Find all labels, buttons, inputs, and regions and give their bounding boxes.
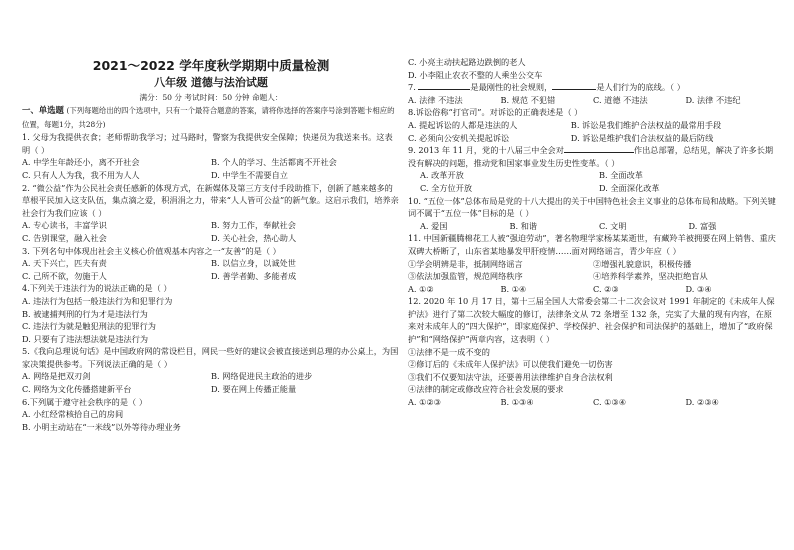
q10-stem: 10. “五位一体”总体布局是党的十八大提出的关于中国特色社会主义事业的总体布局和战略。下列关键词不属于“五位一体”目标的是（ ） bbox=[408, 195, 776, 219]
exam-title: 2021～2022 学年度秋学期期中质量检测 bbox=[92, 58, 330, 73]
q2-options-row1 bbox=[22, 219, 400, 232]
q3-option-a: A. 天下兴亡，匹夫有责 bbox=[22, 258, 107, 269]
q9-option-b: B. 全面改革 bbox=[599, 170, 643, 181]
q12-option-c: C. ①③④ bbox=[593, 397, 627, 408]
q10-options bbox=[408, 220, 778, 233]
q8-option-b: B. 诉讼是我们维护合法权益的最常用手段 bbox=[570, 119, 722, 130]
q8-option-c: C. 必须向公安机关提起诉讼 bbox=[408, 132, 510, 143]
q6-option-b: B. 小明主动站在“一米线”以外等待办理业务 bbox=[22, 421, 181, 432]
q5-option-b: B. 网络促进民主政治的进步 bbox=[211, 371, 313, 382]
q11-option-b: B. ①④ bbox=[500, 283, 527, 294]
q4-option-d: D. 只要有了违法想法就是违法行为 bbox=[22, 333, 149, 344]
q9-options-row1 bbox=[408, 169, 778, 182]
right-column bbox=[408, 0, 778, 550]
q11-stem: 11. 中国新疆腾棉花工人被“强迫劳动”，著名物理学家杨某某逝世，有藏羚羊被拥要在网上销售、重庆双碑大桥断了，山东省某地暴发甲肝疫情……面对网络谣言，青少年应（ ） bbox=[408, 233, 776, 256]
q2-stem: 2. “微公益”作为公民社会责任感新的体现方式，在新媒体及第三方支付手段助推下，创新了越来越多的草根平民加入这支队伍，集点滴之爱，积涓涓之力，带来“人人皆可公益”的新气象。这启示我们，培养亲社会行为我们应该（ ） bbox=[22, 182, 399, 218]
section-title: 一、单选题 bbox=[22, 105, 64, 115]
q7-option-a: A. 法律 不违法 bbox=[408, 94, 463, 105]
q8-options-row1 bbox=[408, 119, 778, 132]
section-note: (下列每题给出的四个选项中，只有一个最符合题意的答案，请将你选择的答案序号涂到答题卡相应的位置，每题1分，共28分) bbox=[22, 106, 395, 129]
q4-option-b: B. 被逮捕判刑的行为才是违法行为 bbox=[22, 308, 148, 319]
q11-options bbox=[408, 283, 778, 296]
q3-options-row1 bbox=[22, 257, 400, 270]
exam-subtitle: 八年级 道德与法治试题 bbox=[154, 76, 268, 89]
q11-item-1: ①学会明辨是非，抵制网络谣言 bbox=[408, 258, 523, 269]
q11-option-a: A. ①② bbox=[408, 283, 434, 294]
q2-option-d: D. 关心社会，热心助人 bbox=[211, 232, 297, 243]
q6-stem: 6.下列属于遵守社会秩序的是（ ） bbox=[22, 396, 148, 407]
q7-blank-2 bbox=[552, 89, 596, 90]
q7-text-1: 是最刚性的社会规则， bbox=[470, 82, 553, 93]
q12-item-2: ②修订后的《未成年人保护法》可以使我们避免一切伤害 bbox=[408, 359, 613, 370]
q7-blank-1 bbox=[418, 89, 470, 90]
q3-option-b: B. 以信立身，以诚处世 bbox=[211, 258, 296, 269]
q12-option-d: D. ②③④ bbox=[685, 397, 719, 408]
q12-stem: 12. 2020 年 10 月 17 日，第十三届全国人大常委会第二十二次会议对 1991 年制定的《未成年人保护法》进行了第二次较大幅度的修订，法律条文从 72 条增至 132 条，完实了大量的现有内容，在原来对未成年人的“四大保护”，即家庭保护、学校保护、社会保护和司法保护的基础上，增加了“政府保护”和“网络保护”两章内容，这表明（ ） bbox=[408, 296, 775, 345]
q12-item-4: ④法律的制定或修改应符合社会发展的要求 bbox=[408, 384, 564, 395]
q12-item-3: ③我们不仅要知法守法，还要善用法律维护自身合法权利 bbox=[408, 371, 613, 382]
q2-option-a: A. 专心读书，丰富学识 bbox=[22, 220, 107, 231]
q12-option-b: B. ①③④ bbox=[500, 397, 534, 408]
q2-options-row2 bbox=[22, 232, 400, 245]
q10-option-c: C. 文明 bbox=[599, 220, 627, 231]
q5-stem: 5.《我向总理说句话》是中国政府网的常设栏目，网民一些好的建议会被直接送到总理的办公桌上，为国家决策提供参考。下列说法正确的是（ ） bbox=[22, 346, 399, 369]
q1-stem: 1. 父母为我提供衣食；老师帮助我学习；过马路时，警察为我提供安全保障；快递员为我送来书。这表明（ ） bbox=[22, 132, 393, 155]
q5-option-c: C. 网络为文化传播搭建新平台 bbox=[22, 384, 132, 395]
q11-item-4: ④培养科学素养，坚决拒绝盲从 bbox=[593, 271, 708, 282]
q9-options-row2 bbox=[408, 182, 778, 195]
q12-option-a: A. ①②③ bbox=[408, 397, 442, 408]
q3-option-d: D. 善学者勤、多能者成 bbox=[211, 270, 297, 281]
q7-options bbox=[408, 94, 778, 107]
q1-option-d: D. 中学生不需要自立 bbox=[211, 169, 288, 180]
q3-stem: 3. 下列名句中体现出社会主义核心价值观基本内容之一“友善”的是（ ） bbox=[22, 245, 281, 256]
q1-options-row1 bbox=[22, 156, 400, 169]
q7-text-2: 是人们行为的底线。（ ） bbox=[596, 82, 685, 93]
q1-option-b: B. 个人的学习、生活都离不开社会 bbox=[211, 157, 337, 168]
q5-option-d: D. 要在网上传播正能量 bbox=[211, 384, 297, 395]
q8-option-a: A. 提起诉讼的人都是违法的人 bbox=[408, 119, 518, 130]
q3-options-row2 bbox=[22, 270, 400, 283]
q8-option-d: D. 诉讼是维护我们合法权益的最后防线 bbox=[570, 132, 714, 143]
q7-stem bbox=[408, 81, 778, 94]
q12-options bbox=[408, 396, 778, 409]
q9-option-a: A. 改革开放 bbox=[420, 170, 464, 181]
q9-text-2: 作出总部署，总结见，解决了许多长期没有解决的问题，推动党和国家事业发生历史性变革。（ ） bbox=[408, 145, 774, 168]
q1-options-row2 bbox=[22, 169, 400, 182]
q9-text-1: 9. 2013 年 11 月，党的十八届三中全会对 bbox=[408, 145, 564, 156]
q4-option-c: C. 违法行为就是触犯刑法的犯罪行为 bbox=[22, 321, 156, 332]
q11-items-row1 bbox=[408, 258, 778, 271]
q7-number: 7. bbox=[408, 82, 419, 93]
q10-option-d: D. 富强 bbox=[688, 220, 717, 231]
q4-stem: 4.下列关于违法行为的说法正确的是（ ） bbox=[22, 283, 172, 294]
q7-option-c: C. 道德 不违法 bbox=[593, 94, 648, 105]
q8-options-row2 bbox=[408, 132, 778, 145]
q7-option-b: B. 规范 不犯错 bbox=[500, 94, 556, 105]
q10-option-b: B. 和谐 bbox=[509, 220, 538, 231]
q6-option-c: C. 小亮主动扶起路边跌倒的老人 bbox=[408, 57, 526, 67]
q4-option-a: A. 违法行为包括一般违法行为和犯罪行为 bbox=[22, 295, 173, 306]
q6-option-a: A. 小红经常核拾自己的房间 bbox=[22, 409, 124, 420]
q10-option-a: A. 爱国 bbox=[420, 220, 448, 231]
section-heading bbox=[22, 104, 400, 131]
q3-option-c: C. 己所不欲，勿施于人 bbox=[22, 270, 107, 281]
q9-option-c: C. 全方位开放 bbox=[420, 182, 473, 193]
q12-item-1: ①法律不是一成不变的 bbox=[408, 346, 490, 357]
q1-option-a: A. 中学生年龄还小，离不开社会 bbox=[22, 157, 140, 168]
left-column bbox=[22, 0, 400, 550]
q11-item-2: ②增强礼貌意识，积极传播 bbox=[593, 258, 692, 269]
q9-stem bbox=[408, 144, 778, 169]
q11-item-3: ③依法加强监管，规范网络秩序 bbox=[408, 271, 523, 282]
q5-options-row2 bbox=[22, 383, 400, 396]
q5-options-row1 bbox=[22, 370, 400, 383]
q8-stem: 8.诉讼俗称“打官司”。对诉讼的正确表述是（ ） bbox=[408, 107, 583, 118]
q5-option-a: A. 网络是把双刃剑 bbox=[22, 371, 91, 382]
q9-blank bbox=[564, 152, 634, 153]
q2-option-b: B. 努力工作，奉献社会 bbox=[211, 220, 296, 231]
q11-items-row2 bbox=[408, 270, 778, 283]
q1-option-c: C. 只有人人为我，我不用为人人 bbox=[22, 169, 140, 180]
q9-option-d: D. 全面深化改革 bbox=[599, 182, 660, 193]
q6-option-d: D. 小李阻止农衣不整的人乘坐公交车 bbox=[408, 69, 543, 80]
q11-option-d: D. ③④ bbox=[685, 283, 712, 294]
q7-option-d: D. 法律 不违纪 bbox=[685, 94, 741, 105]
q2-option-c: C. 告别课堂，融入社会 bbox=[22, 232, 107, 243]
q11-option-c: C. ②③ bbox=[593, 283, 619, 294]
exam-meta: 满分：50 分 考试时间：50 分钟 命题人： bbox=[139, 93, 283, 102]
